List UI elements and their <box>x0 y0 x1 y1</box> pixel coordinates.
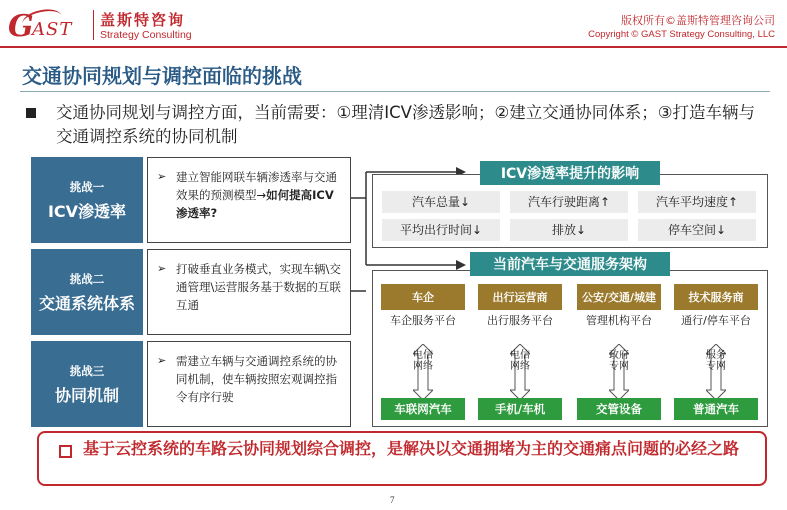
challenge-2-desc-box <box>147 249 351 335</box>
icv-impact-title-text: ICV渗透率提升的影响 <box>500 166 640 182</box>
logo-wordmark-icon <box>8 6 90 42</box>
copyright-en: Copyright © GAST Strategy Consulting, LLC <box>588 29 775 40</box>
header-divider <box>0 46 787 48</box>
challenge-2-label <box>31 249 143 335</box>
column-head: 技术服务商 <box>674 284 758 310</box>
arrow-bullet-icon: ➢ <box>157 170 167 183</box>
gast-logo <box>8 6 90 42</box>
column-head: 公安/交通/城建 <box>577 284 661 310</box>
impact-item: 汽车平均速度↑ <box>638 191 756 213</box>
hollow-square-icon <box>59 445 72 458</box>
page-title: 交通协同规划与调控面临的挑战 <box>22 64 302 88</box>
impact-item: 排放↓ <box>510 219 628 241</box>
challenge-3-head: 挑战三 <box>69 363 105 378</box>
column-terminal: 交管设备 <box>577 398 661 420</box>
svg-text:AST: AST <box>32 19 73 40</box>
header <box>0 0 787 48</box>
brand-name-en: Strategy Consulting <box>100 29 192 41</box>
challenge-2-desc: 打破垂直业务模式，实现车辆\交通管理\运营服务基于数据的互联互通 <box>176 262 341 312</box>
column-platform: 出行服务平台 <box>487 314 553 327</box>
impact-item: 汽车总量↓ <box>382 191 500 213</box>
svg-text:G: G <box>8 9 34 42</box>
challenge-3-desc: 需建立车辆与交通调控系统的协同机制，使车辆按照宏观调控指令有序行驶 <box>176 354 337 404</box>
brand-name-cn: 盖斯特咨询 <box>100 11 186 29</box>
conclusion-box <box>37 431 767 486</box>
column-platform: 车企服务平台 <box>390 314 456 327</box>
impact-item: 汽车行驶距离↑ <box>510 191 628 213</box>
column-network: 政府专网 <box>609 350 629 372</box>
copyright-cn: 版权所有©盖斯特管理咨询公司 <box>621 14 775 27</box>
challenge-1-desc-box <box>147 157 351 243</box>
challenge-1-desc <box>176 168 342 222</box>
challenge-1-desc-text: 建立智能网联车辆渗透率与交通效果的预测模型→ <box>176 170 337 202</box>
column-network: 电信网络 <box>510 350 530 372</box>
icv-impact-title <box>480 161 660 185</box>
challenge-2-head: 挑战二 <box>69 271 105 286</box>
logo-divider <box>93 10 94 40</box>
impact-item: 平均出行时间↓ <box>382 219 500 241</box>
bullet-text: 交通协同规划与调控方面，当前需要：①理清ICV渗透影响；②建立交通协同体系；③打造车辆与交通调控系统的协同机制 <box>56 103 756 146</box>
challenge-3-desc-box <box>147 341 351 427</box>
column-terminal: 手机/车机 <box>478 398 562 420</box>
column-network: 电信网络 <box>413 350 433 372</box>
column-platform: 管理机构平台 <box>586 314 652 327</box>
architecture-title-text: 当前汽车与交通服务架构 <box>493 257 647 273</box>
architecture-title <box>470 252 670 276</box>
impact-item: 停车空间↓ <box>638 219 756 241</box>
challenge-1-head: 挑战一 <box>69 179 105 194</box>
conclusion-text: 基于云控系统的车路云协同规划综合调控，是解决以交通拥堵为主的交通痛点问题的必经之路 <box>83 439 740 458</box>
challenge-1-question: 如何提高ICV渗透率? <box>176 188 334 220</box>
column-head: 车企 <box>381 284 465 310</box>
challenge-3-name: 协同机制 <box>54 385 119 405</box>
column-head: 出行运营商 <box>478 284 562 310</box>
column-terminal: 车联网汽车 <box>381 398 465 420</box>
page-number: 7 <box>390 495 395 505</box>
challenge-2-name: 交通系统体系 <box>38 293 135 313</box>
column-network: 服务专网 <box>706 350 726 372</box>
challenge-3-label <box>31 341 143 427</box>
title-rule <box>20 91 770 92</box>
challenge-1-label <box>31 157 143 243</box>
column-terminal: 普通汽车 <box>674 398 758 420</box>
bullet-square-icon <box>26 108 36 118</box>
arrow-bullet-icon: ➢ <box>157 354 167 367</box>
arrow-bullet-icon: ➢ <box>157 262 167 275</box>
challenge-1-name: ICV渗透率 <box>47 201 127 221</box>
column-platform: 通行/停车平台 <box>681 314 751 327</box>
